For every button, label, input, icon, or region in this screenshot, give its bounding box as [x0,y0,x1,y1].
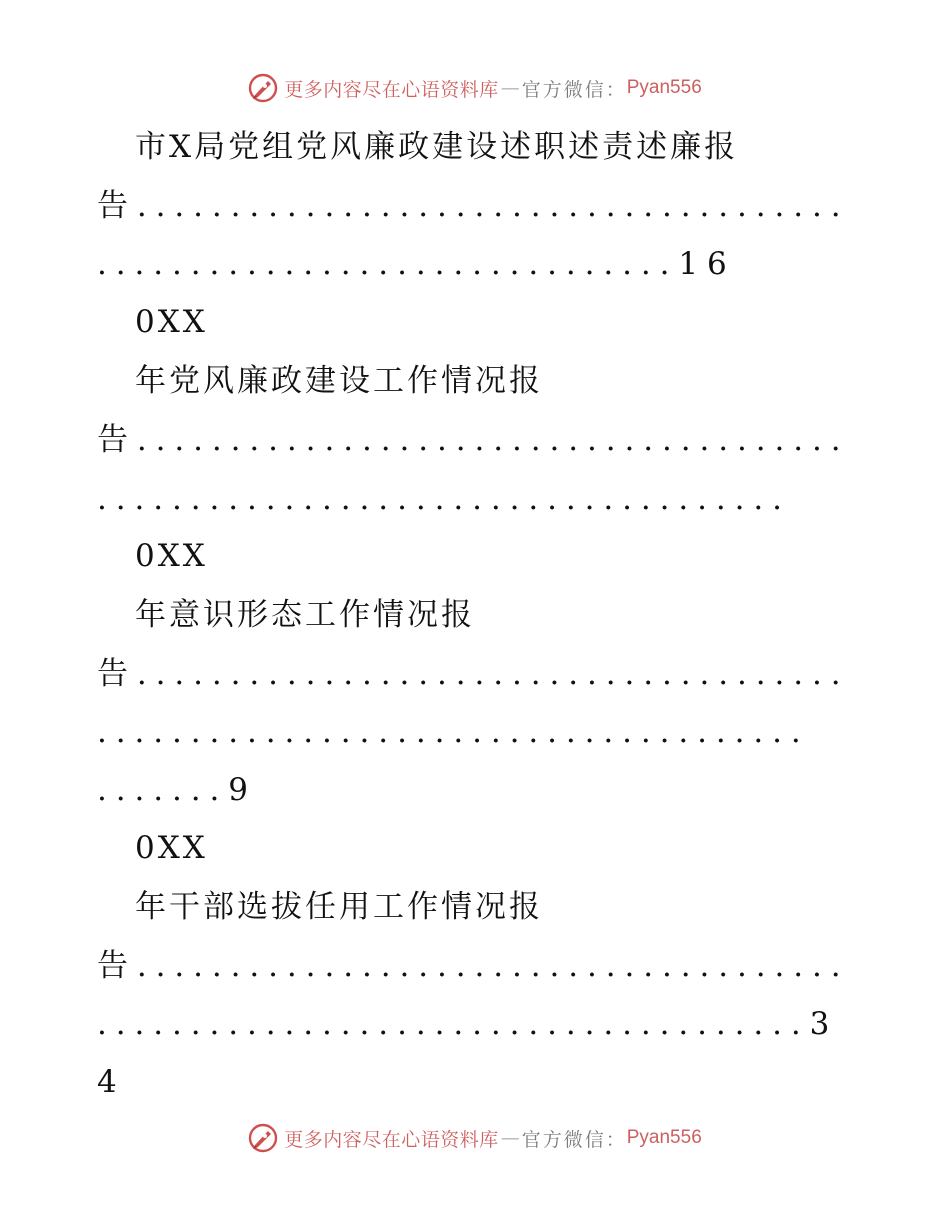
banner-official-label: 官方微信： [521,1128,627,1151]
banner-wechat-id: Pyan556 [626,77,702,98]
banner-wechat-id: Pyan556 [626,1127,702,1148]
toc-entry-title-4: 年干部选拔任用工作情况报 [135,889,543,925]
banner-separator: — [500,1127,520,1149]
header-watermark-banner [0,68,950,108]
toc-entry-year-3: 0XX [135,538,208,574]
banner-main-text: 更多内容尽在心语资料库 [284,78,499,101]
banner-official-label: 官方微信： [521,78,627,101]
toc-entry-leader-3b: ...................................... [97,714,810,750]
pen-nib-logo-icon [248,73,278,103]
banner-main-text: 更多内容尽在心语资料库 [284,1128,499,1151]
pen-nib-logo-icon [248,1123,278,1153]
toc-entry-year-2: 0XX [135,304,208,340]
toc-entry-year-4: 0XX [135,830,208,866]
toc-entry-title-2: 年党风廉政建设工作情况报 [135,363,543,399]
toc-entry-leader-4a: 告...................................... [97,948,850,984]
banner-separator: — [500,77,520,99]
toc-entry-title-1: 市X局党组党风廉政建设述职述责述廉报 [135,129,739,165]
toc-entry-leader-3c: .......9 [97,772,257,808]
toc-entry-leader-4b: ......................................3 [97,1006,839,1042]
footer-watermark-banner [0,1118,950,1158]
toc-entry-leader-2a: 告...................................... [97,422,850,458]
toc-entry-leader-2b: ..................................... [97,481,791,517]
toc-entry-leader-3a: 告...................................... [97,656,850,692]
toc-entry-title-3: 年意识形态工作情况报 [135,597,475,633]
toc-entry-leader-1a: 告...................................... [97,188,850,224]
toc-entry-leader-1b: ...............................16 [97,246,736,282]
toc-entry-page-4: 4 [97,1064,120,1100]
